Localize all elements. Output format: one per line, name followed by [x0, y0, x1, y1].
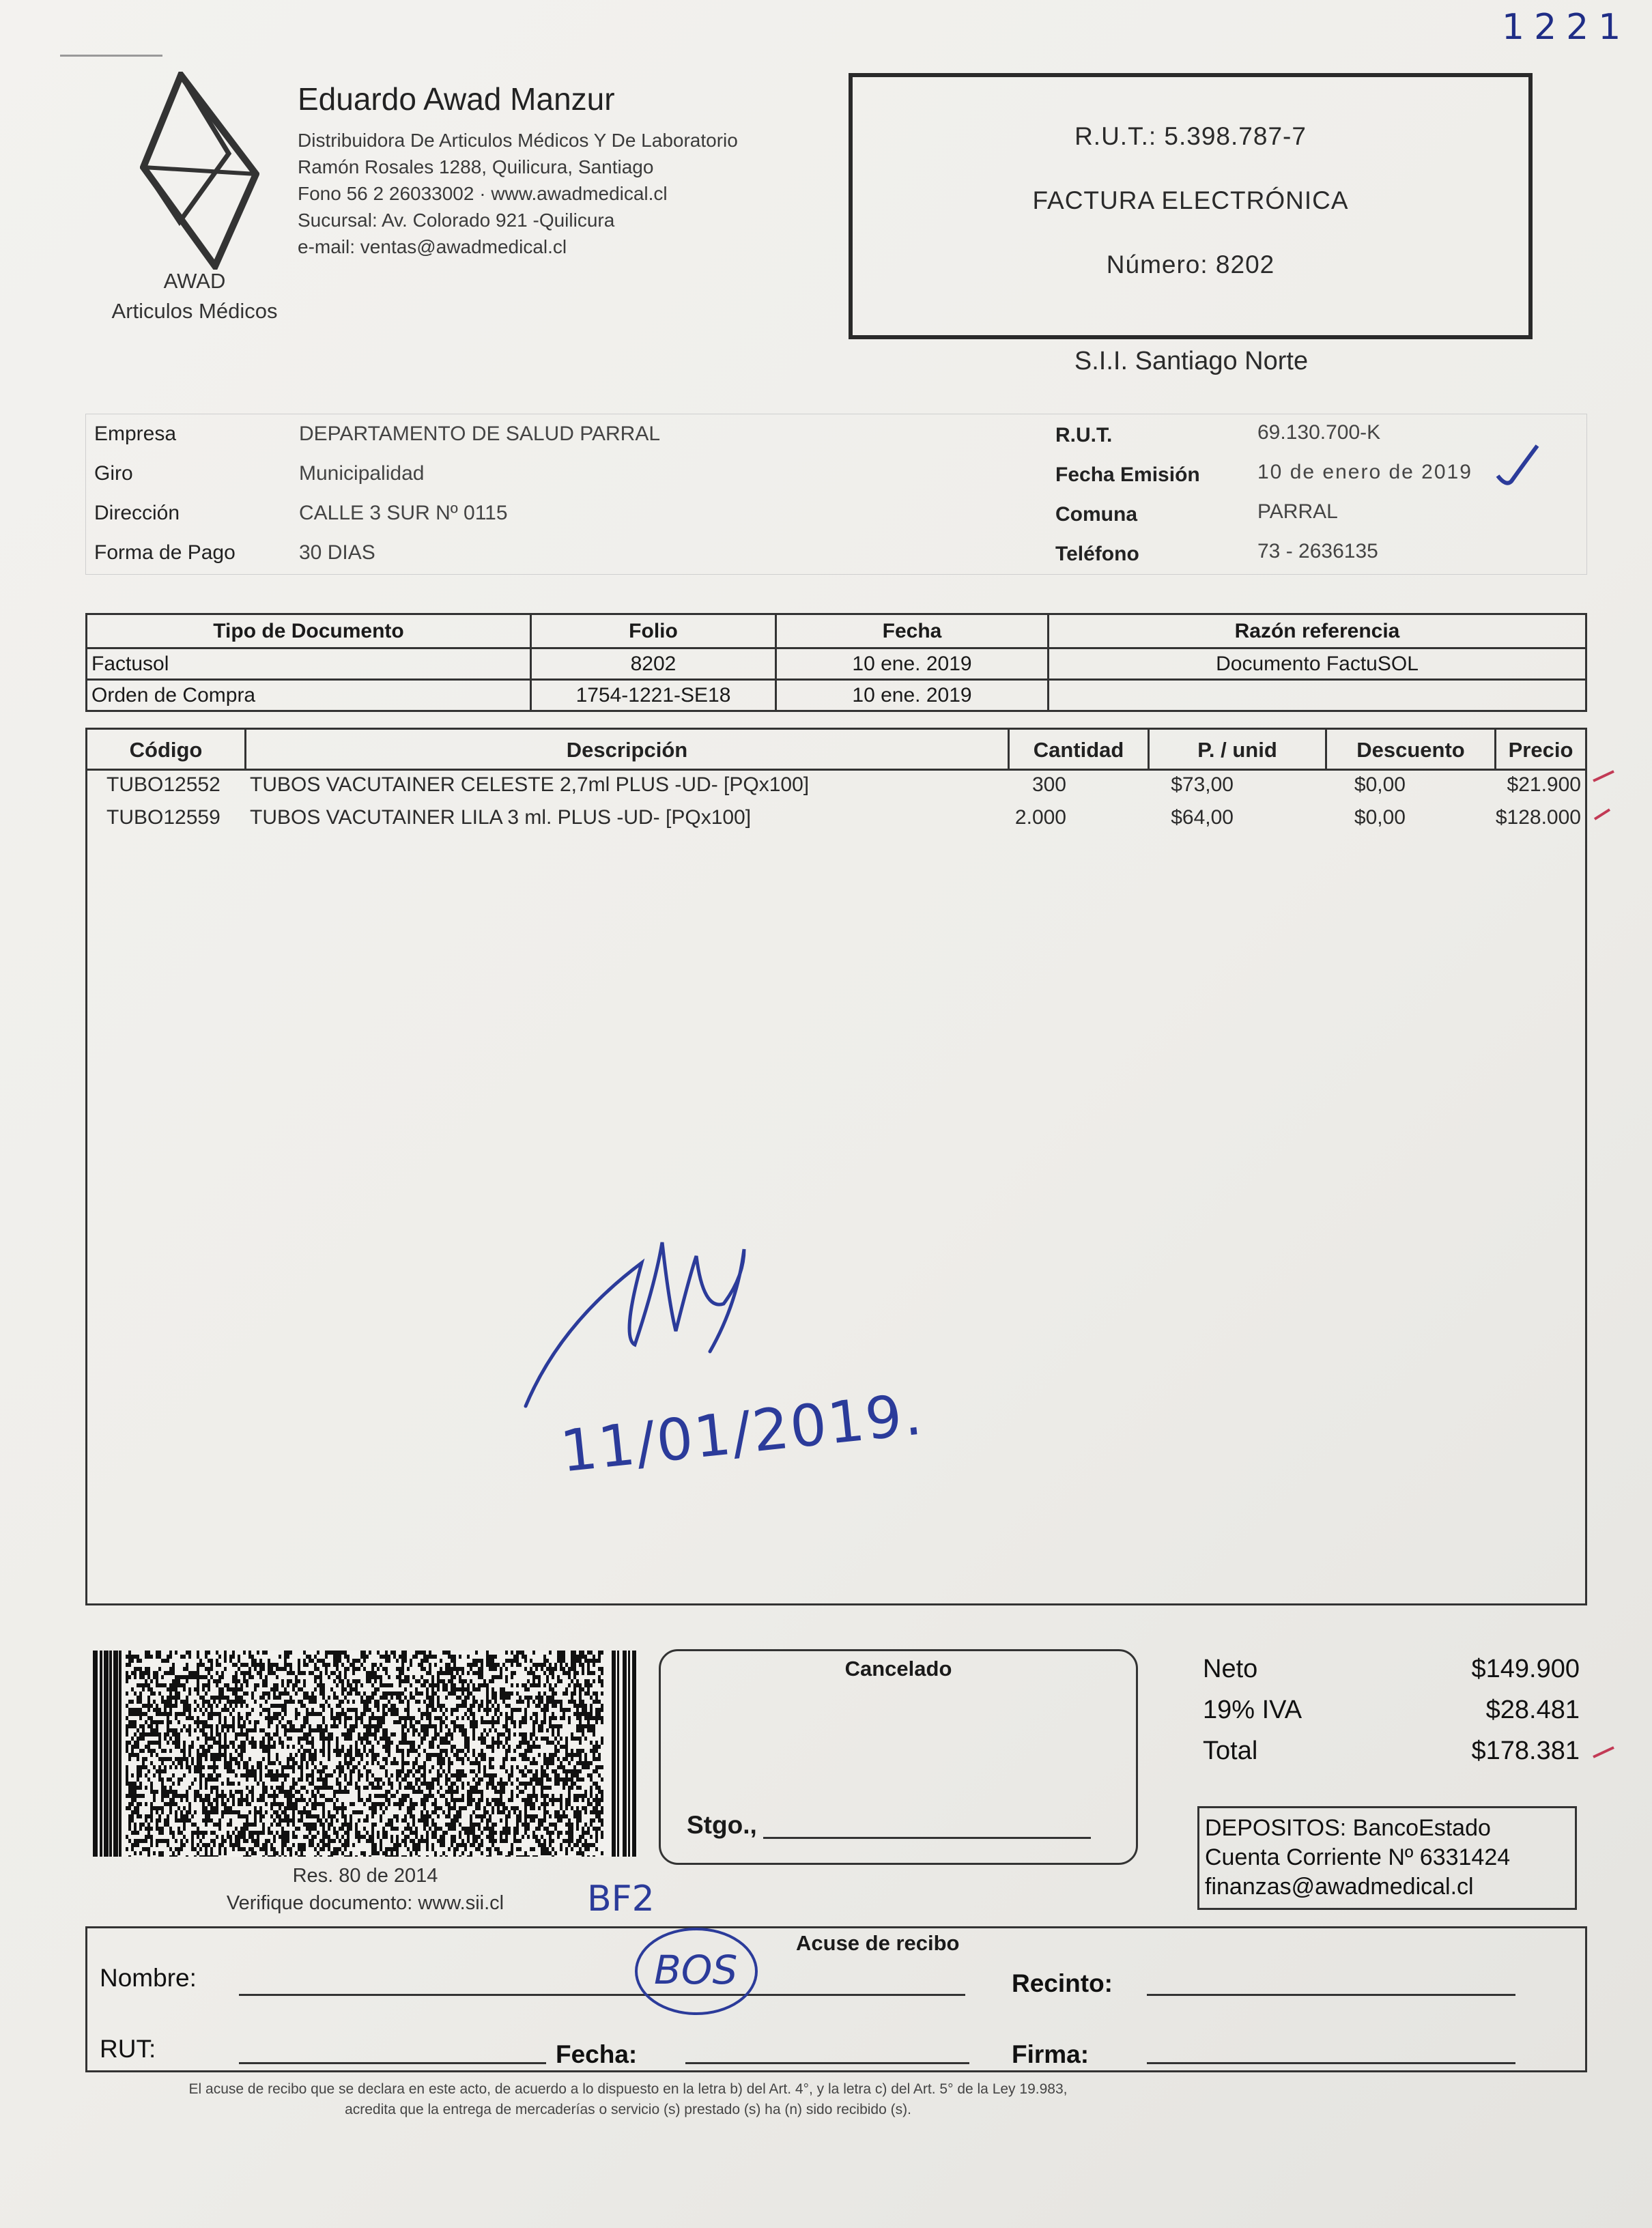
items-header: Descuento: [1327, 730, 1496, 771]
document-id-box: [849, 73, 1533, 339]
rut-line: [239, 2062, 546, 2064]
item-code: TUBO12559: [106, 806, 220, 829]
pen-mark: [60, 55, 162, 57]
issuer-rut: R.U.T.: 5.398.787-7: [1074, 122, 1307, 150]
client-info: [85, 414, 1587, 575]
fecha-emision-value: 10 de enero de 2019: [1257, 461, 1472, 483]
ref-cell: 1754-1221-SE18: [531, 680, 776, 711]
item-quantity: 300: [1031, 773, 1066, 796]
fecha-label: Fecha:: [556, 2040, 638, 2068]
issuer-line: Distribuidora De Articulos Médicos Y De Laboratorio: [298, 130, 738, 151]
comuna-label: Comuna: [1055, 503, 1137, 526]
rut-label: R.U.T.: [1055, 424, 1113, 446]
issuer-details: [298, 127, 738, 260]
acuse-title: Acuse de recibo: [796, 1931, 960, 1955]
acuse-recibo-box: [85, 1926, 1587, 2072]
items-header: Precio: [1496, 730, 1585, 771]
logo-subtitle: Articulos Médicos: [111, 299, 278, 323]
pago-label: Forma de Pago: [94, 541, 236, 564]
logo-name: AWAD: [163, 269, 226, 293]
handwritten-top-number: 1221: [1502, 7, 1631, 48]
item-price: $128.000: [1495, 806, 1581, 829]
check-marks-icon: [1591, 767, 1618, 829]
iva-value: $28.481: [1485, 1696, 1580, 1724]
fecha-emision-label: Fecha Emisión: [1055, 463, 1200, 486]
firma-line: [1147, 2062, 1515, 2064]
handwritten-date: 11/01/2019.: [557, 1380, 926, 1485]
item-description: TUBOS VACUTAINER CELESTE 2,7ml PLUS -UD- [PQx100]: [250, 773, 810, 796]
item-discount: $0,00: [1354, 773, 1406, 796]
ref-cell: [1049, 680, 1586, 711]
firma-label: Firma:: [1012, 2040, 1090, 2068]
giro-label: Giro: [94, 462, 133, 485]
legal-footer: [82, 2079, 1174, 2120]
ref-cell: Orden de Compra: [87, 680, 531, 711]
issuer-line: Ramón Rosales 1288, Quilicura, Santiago: [298, 156, 654, 177]
items-header: P. / unid: [1150, 730, 1327, 771]
resolution-text: Res. 80 de 2014: [292, 1865, 438, 1887]
items-header: Código: [87, 730, 246, 771]
giro-value: Municipalidad: [299, 462, 425, 485]
issuer-line: Fono 56 2 26033002 · www.awadmedical.cl: [298, 183, 668, 204]
deposit-line: Cuenta Corriente Nº 6331424: [1205, 1844, 1511, 1870]
ref-cell: 10 ene. 2019: [776, 680, 1049, 711]
document-number: Número: 8202: [1106, 251, 1275, 278]
issuer-name: Eduardo Awad Manzur: [298, 81, 615, 117]
item-quantity: 2.000: [1014, 806, 1066, 829]
handwritten-note: BF2: [587, 1879, 655, 1919]
awad-logo: [140, 72, 259, 270]
verify-text: Verifique documento: www.sii.cl: [226, 1892, 504, 1914]
issuer-line: e-mail: ventas@awadmedical.cl: [298, 236, 567, 257]
nombre-label: Nombre:: [100, 1964, 197, 1992]
rut-label: RUT:: [100, 2035, 156, 2063]
legal-line: El acuse de recibo que se declara en este acto, de acuerdo a lo dispuesto en la letra b) del Art. 4°, y la letra c) del Art. 5° de la Ley 19.983,: [188, 2081, 1068, 2097]
ref-cell: 10 ene. 2019: [776, 648, 1049, 680]
items-header: Cantidad: [1010, 730, 1150, 771]
recinto-line: [1147, 1994, 1515, 1996]
recinto-label: Recinto:: [1012, 1969, 1113, 1997]
stgo-label: Stgo.,: [687, 1811, 757, 1839]
document-type: FACTURA ELECTRÓNICA: [1032, 186, 1349, 214]
issuer-line: Sucursal: Av. Colorado 921 -Quilicura: [298, 210, 615, 231]
item-unit-price: $73,00: [1171, 773, 1234, 796]
item-discount: $0,00: [1354, 806, 1406, 829]
ref-header: Folio: [531, 614, 776, 648]
ref-header: Tipo de Documento: [87, 614, 531, 648]
ref-header: Razón referencia: [1049, 614, 1586, 648]
direccion-value: CALLE 3 SUR Nº 0115: [299, 502, 508, 524]
cancelado-box: [659, 1649, 1138, 1865]
legal-line: acredita que la entrega de mercaderías o servicio (s) prestado (s) ha (n) sido recibido (s).: [345, 2102, 911, 2117]
items-header: Descripción: [246, 730, 1010, 771]
sii-office: S.I.I. Santiago Norte: [1074, 347, 1309, 375]
total-value: $178.381: [1471, 1737, 1580, 1765]
deposit-line: DEPOSITOS: BancoEstado: [1205, 1815, 1491, 1841]
deposit-line: finanzas@awadmedical.cl: [1205, 1874, 1474, 1900]
telefono-label: Teléfono: [1055, 543, 1139, 565]
references-table: [85, 613, 1587, 712]
item-price: $21.900: [1507, 773, 1581, 796]
handwritten-circled-note: BOS: [654, 1947, 738, 1993]
iva-label: 19% IVA: [1203, 1696, 1302, 1724]
nombre-line: [239, 1994, 965, 1996]
neto-label: Neto: [1203, 1655, 1258, 1683]
total-label: Total: [1203, 1737, 1258, 1765]
ref-cell: 8202: [531, 648, 776, 680]
direccion-label: Dirección: [94, 502, 180, 524]
stgo-line: [763, 1837, 1091, 1839]
ref-cell: Documento FactuSOL: [1049, 648, 1586, 680]
check-mark-icon: [1492, 442, 1547, 489]
fecha-line: [685, 2062, 969, 2064]
rut-value: 69.130.700-K: [1257, 421, 1381, 444]
check-mark-icon: [1591, 1742, 1618, 1762]
empresa-label: Empresa: [94, 423, 177, 445]
logo-text: [82, 266, 307, 326]
cancelado-label: Cancelado: [844, 1657, 952, 1681]
item-code: TUBO12552: [106, 773, 220, 796]
deposit-info: [1197, 1806, 1577, 1910]
item-description: TUBOS VACUTAINER LILA 3 ml. PLUS -UD- [PQx100]: [250, 806, 752, 829]
barcode-caption: [93, 1862, 638, 1917]
empresa-value: DEPARTAMENTO DE SALUD PARRAL: [299, 423, 661, 445]
item-unit-price: $64,00: [1171, 806, 1234, 829]
ref-header: Fecha: [776, 614, 1049, 648]
pdf417-barcode: [93, 1651, 638, 1857]
telefono-value: 73 - 2636135: [1257, 540, 1378, 562]
neto-value: $149.900: [1471, 1655, 1580, 1683]
ref-row: [87, 680, 1586, 711]
ref-row: [87, 648, 1586, 680]
ref-cell: Factusol: [87, 648, 531, 680]
comuna-value: PARRAL: [1257, 500, 1338, 523]
pago-value: 30 DIAS: [299, 541, 375, 564]
